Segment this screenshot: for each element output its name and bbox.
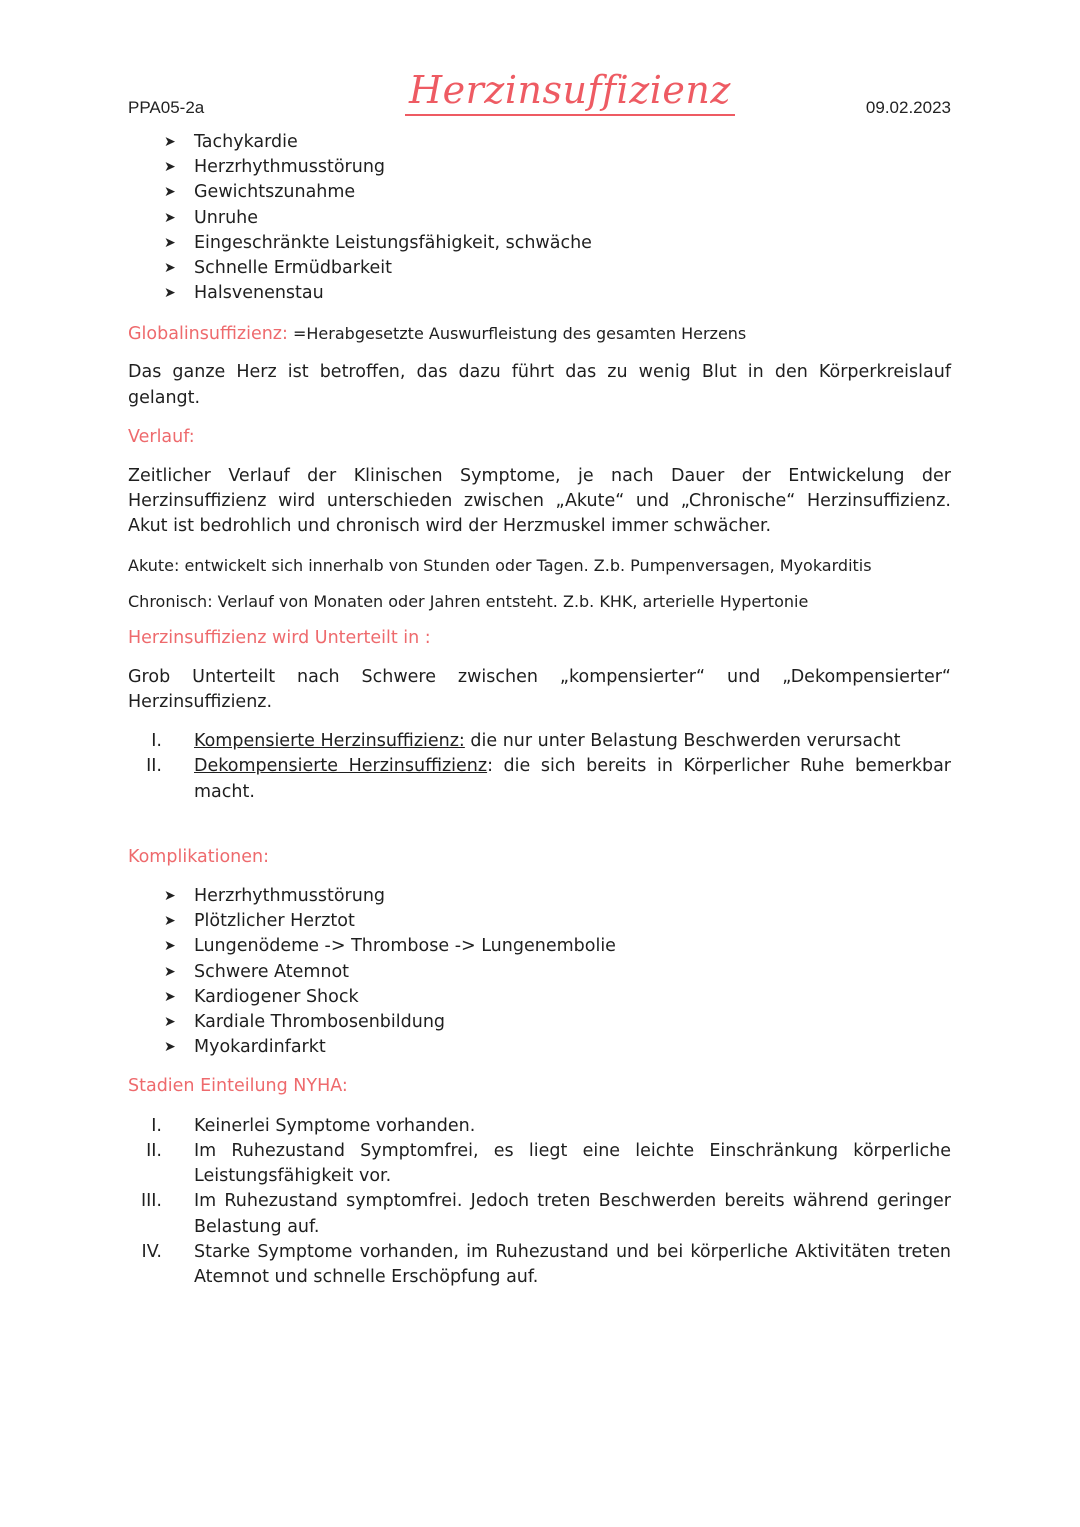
symptom-item-label: Herzrhythmusstörung — [194, 157, 386, 178]
arrowhead-bullet-icon: ➤ — [164, 184, 176, 201]
komplikation-item — [164, 985, 951, 1010]
komplikation-item — [164, 1035, 951, 1060]
arrowhead-bullet-icon: ➤ — [164, 209, 176, 226]
nyha-heading: Stadien Einteilung NYHA: — [128, 1076, 348, 1097]
arrowhead-bullet-icon: ➤ — [164, 913, 176, 930]
nyha-list — [128, 1114, 951, 1290]
nyha-stage — [128, 1114, 951, 1139]
roman-numeral: II. — [146, 1140, 162, 1161]
nyha-stage — [128, 1189, 951, 1239]
symptom-item-label: Eingeschränkte Leistungsfähigkeit, schwäche — [194, 232, 592, 253]
unterteilung-heading: Herzinsuffizienz wird Unterteilt in : — [128, 627, 431, 648]
symptom-item-label: Unruhe — [194, 207, 259, 228]
global-definition: =Herabgesetzte Auswurfleistung des gesamten Herzens — [287, 324, 747, 344]
unterteilung-item — [128, 729, 951, 754]
verlauf-text: Zeitlicher Verlauf der Klinischen Symptome, je nach Dauer der Entwickelung der Herzinsuffizienz wird unterschieden zwischen „Akute“ und „Chronische“ Herzinsuffizienz. Akut ist bedrohlich und chronisch wird der Herzmuskel immer schwächer. — [128, 466, 951, 537]
verlauf-heading: Verlauf: — [128, 426, 195, 447]
unterteilung-list — [128, 729, 951, 805]
komplikation-item-label: Kardiogener Shock — [194, 986, 359, 1007]
symptom-item — [164, 281, 951, 306]
symptom-item-label: Schnelle Ermüdbarkeit — [194, 258, 392, 279]
komplikation-item-label: Lungenödeme -> Thrombose -> Lungenembolie — [194, 936, 616, 957]
komplikation-item — [164, 884, 951, 909]
nyha-stage-text: Starke Symptome vorhanden, im Ruhezustand und bei körperliche Aktivitäten treten Atemnot und schnelle Erschöpfung auf. — [194, 1241, 951, 1287]
roman-numeral: I. — [151, 1115, 162, 1136]
symptom-item — [164, 256, 951, 281]
symptom-item-label: Gewichtszunahme — [194, 182, 356, 203]
nyha-stage-text: Keinerlei Symptome vorhanden. — [194, 1115, 476, 1136]
document-body — [128, 130, 951, 1290]
arrowhead-bullet-icon: ➤ — [164, 1014, 176, 1031]
arrowhead-bullet-icon: ➤ — [164, 260, 176, 277]
global-heading: Globalinsuffizienz: — [128, 324, 288, 345]
nyha-stage-text: Im Ruhezustand Symptomfrei, es liegt eine leichte Einschränkung körperliche Leistungsfähigkeit vor. — [194, 1140, 951, 1187]
komplikation-item — [164, 1010, 951, 1035]
verlauf-chronisch: Chronisch: Verlauf von Monaten oder Jahren entsteht. Z.b. KHK, arterielle Hypertonie — [128, 591, 809, 611]
komplikation-item-label: Myokardinfarkt — [194, 1037, 326, 1058]
unterteilung-text: Grob Unterteilt nach Schwere zwischen „kompensierter“ und „Dekompensierter“ Herzinsuffizienz. — [128, 666, 951, 713]
document-title: Herzinsuffizienz — [405, 66, 735, 116]
symptom-item — [164, 155, 951, 180]
komplikation-item-label: Kardiale Thrombosenbildung — [194, 1012, 446, 1033]
komplikationen-heading: Komplikationen: — [128, 846, 270, 867]
nyha-stage — [128, 1139, 951, 1189]
komplikation-item-label: Schwere Atemnot — [194, 961, 350, 982]
symptom-item — [164, 231, 951, 256]
komplikation-item — [164, 934, 951, 959]
arrowhead-bullet-icon: ➤ — [164, 1039, 176, 1056]
roman-numeral: II. — [146, 756, 162, 777]
global-text: Das ganze Herz ist betroffen, das dazu führt das zu wenig Blut in den Körperkreislauf gelangt. — [128, 362, 951, 408]
roman-numeral: III. — [140, 1191, 162, 1212]
arrowhead-bullet-icon: ➤ — [164, 285, 176, 302]
symptom-item — [164, 206, 951, 231]
komplikationen-list — [128, 884, 951, 1060]
document-date: 09.02.2023 — [865, 98, 951, 117]
arrowhead-bullet-icon: ➤ — [164, 988, 176, 1005]
unterteilung-term: Kompensierte Herzinsuffizienz: — [194, 731, 465, 752]
unterteilung-desc: die nur unter Belastung Beschwerden verursacht — [464, 731, 901, 752]
arrowhead-bullet-icon: ➤ — [164, 963, 176, 980]
komplikation-item-label: Herzrhythmusstörung — [194, 886, 386, 907]
symptom-list — [128, 130, 951, 306]
arrowhead-bullet-icon: ➤ — [164, 234, 176, 251]
komplikation-item — [164, 960, 951, 985]
symptom-item — [164, 180, 951, 205]
verlauf-akut: Akute: entwickelt sich innerhalb von Stunden oder Tagen. Z.b. Pumpenversagen, Myokarditis — [128, 555, 872, 575]
symptom-item-label: Halsvenenstau — [194, 283, 324, 304]
symptom-item-label: Tachykardie — [194, 132, 298, 152]
roman-numeral: IV. — [141, 1241, 162, 1262]
nyha-stage-text: Im Ruhezustand symptomfrei. Jedoch treten Beschwerden bereits während geringer Belastung auf. — [194, 1191, 951, 1237]
symptom-item — [164, 130, 951, 155]
arrowhead-bullet-icon: ➤ — [164, 134, 176, 150]
komplikation-item — [164, 909, 951, 934]
document-code: PPA05-2a — [128, 98, 205, 117]
roman-numeral: I. — [151, 731, 162, 752]
arrowhead-bullet-icon: ➤ — [164, 888, 176, 905]
nyha-stage — [128, 1240, 951, 1290]
unterteilung-term: Dekompensierte Herzinsuffizienz — [194, 756, 488, 777]
arrowhead-bullet-icon: ➤ — [164, 159, 176, 176]
arrowhead-bullet-icon: ➤ — [164, 938, 176, 955]
global-section — [128, 322, 951, 346]
komplikation-item-label: Plötzlicher Herztot — [194, 911, 355, 932]
unterteilung-item — [128, 754, 951, 804]
unterteilung-desc: : die sich bereits in Körperlicher Ruhe bemerkbar macht. — [194, 756, 951, 802]
